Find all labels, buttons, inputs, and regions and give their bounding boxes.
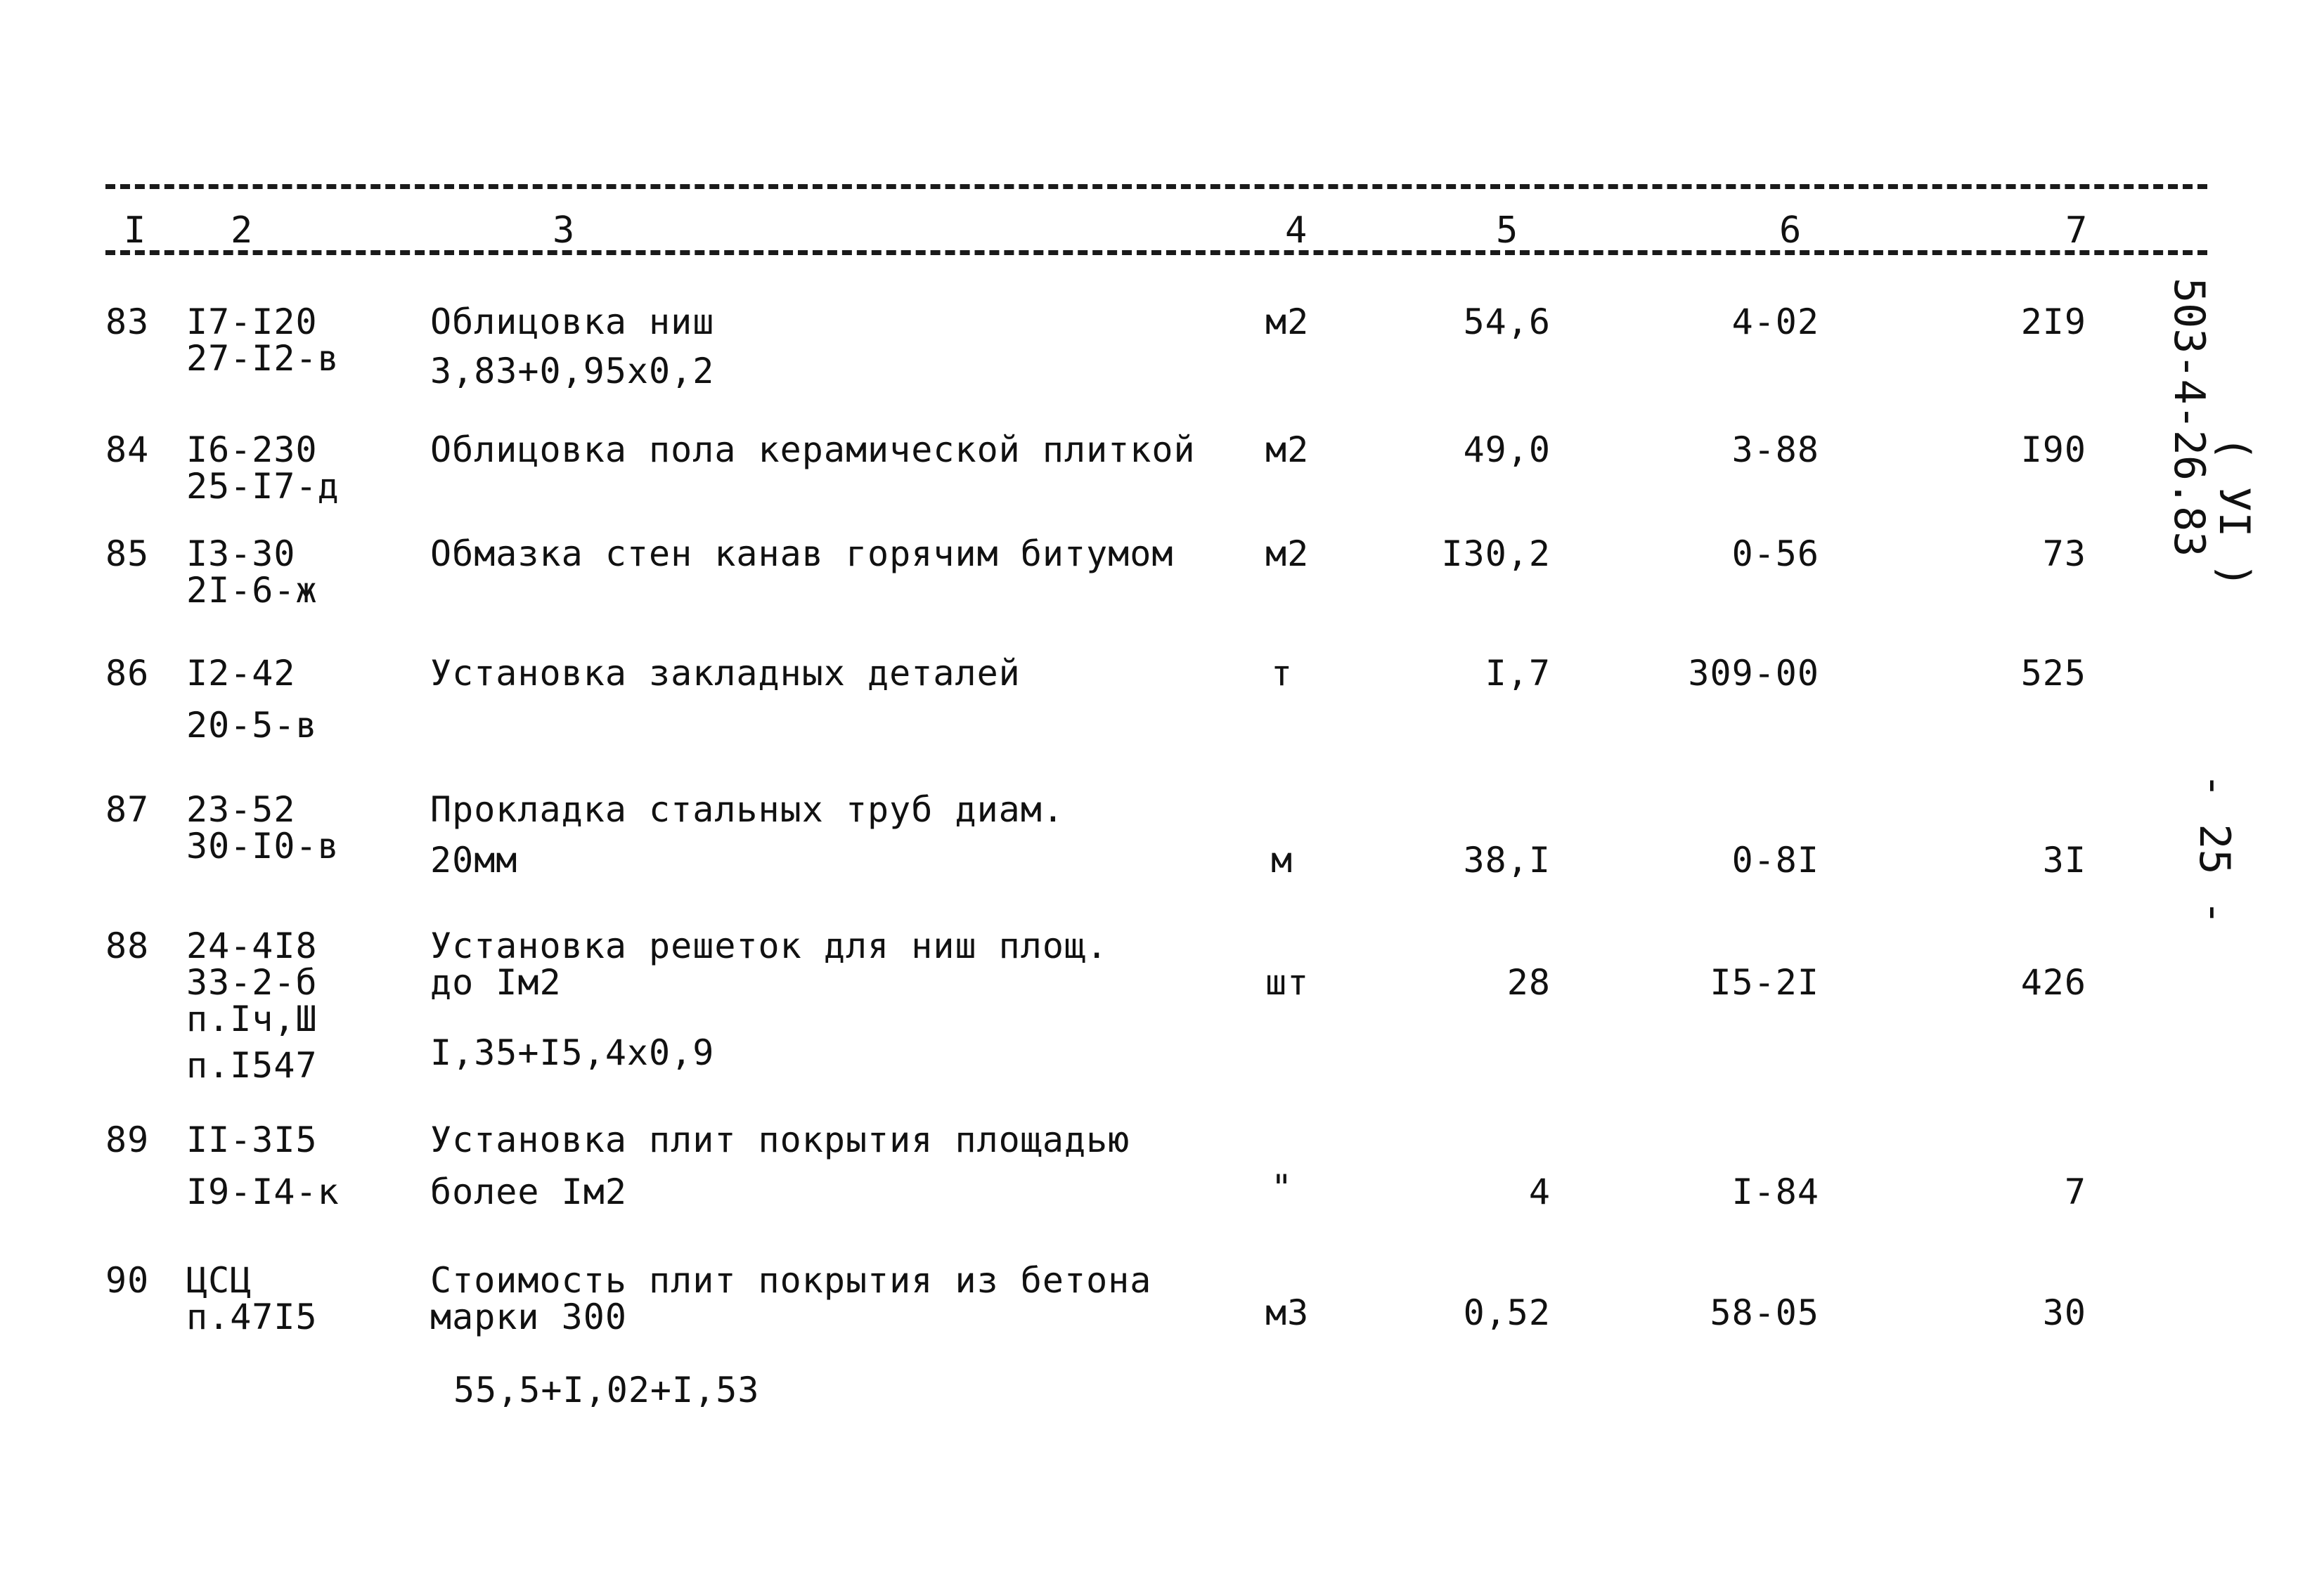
norm-code: 27-I2-в xyxy=(186,338,340,379)
column-header-5: 5 xyxy=(1492,211,1522,250)
unit: м xyxy=(1271,840,1293,881)
unit: м2 xyxy=(1265,301,1310,342)
norm-code: 20-5-в xyxy=(186,705,318,746)
row-number: 83 xyxy=(105,301,150,342)
norm-code: 30-I0-в xyxy=(186,826,340,867)
total-cost: I90 xyxy=(2020,429,2086,470)
norm-code: п.Iч,Ш xyxy=(186,999,318,1039)
quantity: 54,6 xyxy=(1463,301,1551,342)
row-number: 90 xyxy=(105,1260,150,1301)
work-description: Обмазка стен канав горячим битумом xyxy=(430,533,1174,574)
unit: м2 xyxy=(1265,429,1310,470)
work-description: 20мм xyxy=(430,840,518,881)
quantity: 28 xyxy=(1506,962,1551,1003)
work-description: марки 300 xyxy=(430,1297,627,1337)
row-number: 85 xyxy=(105,533,150,574)
unit: шт xyxy=(1265,962,1310,1003)
unit-price: I5-2I xyxy=(1710,962,1819,1003)
total-cost: 2I9 xyxy=(2020,301,2086,342)
work-description: более Iм2 xyxy=(430,1172,627,1212)
unit-price: 309-00 xyxy=(1688,653,1819,694)
total-cost: 7 xyxy=(2064,1172,2086,1212)
unit-price: 58-05 xyxy=(1710,1292,1819,1333)
quantity: I,7 xyxy=(1485,653,1551,694)
unit: " xyxy=(1271,1167,1293,1208)
section-mark: ( УI ) xyxy=(2209,436,2259,588)
norm-code: 25-I7-д xyxy=(186,466,340,507)
work-description: Установка решеток для ниш площ. xyxy=(430,926,1109,966)
work-description: 3,83+0,95х0,2 xyxy=(430,351,715,391)
norm-code: ЦСЦ xyxy=(186,1260,252,1301)
work-description: Стоимость плит покрытия из бетона xyxy=(430,1260,1152,1301)
norm-code: 24-4I8 xyxy=(186,926,318,966)
total-cost: 426 xyxy=(2020,962,2086,1003)
row-number: 84 xyxy=(105,429,150,470)
norm-code: п.47I5 xyxy=(186,1297,318,1337)
quantity: I30,2 xyxy=(1441,533,1551,574)
work-description: Прокладка стальных труб диам. xyxy=(430,789,1064,830)
work-description: Облицовка пола керамической плиткой xyxy=(430,429,1196,470)
norm-code: I9-I4-к xyxy=(186,1172,340,1212)
quantity: 0,52 xyxy=(1463,1292,1551,1333)
unit-price: 3-88 xyxy=(1731,429,1819,470)
header-dashed-rule xyxy=(105,250,2207,255)
total-cost: 73 xyxy=(2042,533,2086,574)
unit-price: I-84 xyxy=(1731,1172,1819,1212)
unit-price: 0-56 xyxy=(1731,533,1819,574)
total-cost: 525 xyxy=(2020,653,2086,694)
column-header-1: I xyxy=(120,211,150,250)
column-header-3: 3 xyxy=(548,211,579,250)
work-description: 55,5+I,02+I,53 xyxy=(453,1370,760,1410)
norm-code: 23-52 xyxy=(186,789,296,830)
total-cost: 30 xyxy=(2042,1292,2086,1333)
column-header-4: 4 xyxy=(1281,211,1311,250)
unit-price: 0-8I xyxy=(1731,840,1819,881)
total-cost: 3I xyxy=(2042,840,2086,881)
unit-price: 4-02 xyxy=(1731,301,1819,342)
work-description: Облицовка ниш xyxy=(430,301,715,342)
unit: м2 xyxy=(1265,533,1310,574)
work-description: Установка закладных деталей xyxy=(430,653,1021,694)
work-description: до Iм2 xyxy=(430,962,562,1003)
unit: т xyxy=(1271,653,1293,694)
work-description: I,35+I5,4х0,9 xyxy=(430,1032,715,1073)
norm-code: II-3I5 xyxy=(186,1120,318,1160)
page-number: - 25 - xyxy=(2190,773,2239,926)
norm-code: I3-30 xyxy=(186,533,296,574)
norm-code: I2-42 xyxy=(186,653,296,694)
norm-code: I6-230 xyxy=(186,429,318,470)
column-header-2: 2 xyxy=(226,211,257,250)
norm-code: п.I547 xyxy=(186,1045,318,1086)
norm-code: 2I-6-ж xyxy=(186,570,318,611)
unit: м3 xyxy=(1265,1292,1310,1333)
row-number: 89 xyxy=(105,1120,150,1160)
norm-code: I7-I20 xyxy=(186,301,318,342)
quantity: 38,I xyxy=(1463,840,1551,881)
column-header-6: 6 xyxy=(1775,211,1805,250)
quantity: 49,0 xyxy=(1463,429,1551,470)
row-number: 86 xyxy=(105,653,150,694)
norm-code: 33-2-б xyxy=(186,962,318,1003)
top-dashed-rule xyxy=(105,184,2207,189)
document-code: 503-4-26.83 xyxy=(2164,278,2214,557)
column-header-7: 7 xyxy=(2061,211,2091,250)
work-description: Установка плит покрытия площадью xyxy=(430,1120,1130,1160)
row-number: 87 xyxy=(105,789,150,830)
quantity: 4 xyxy=(1528,1172,1551,1212)
row-number: 88 xyxy=(105,926,150,966)
